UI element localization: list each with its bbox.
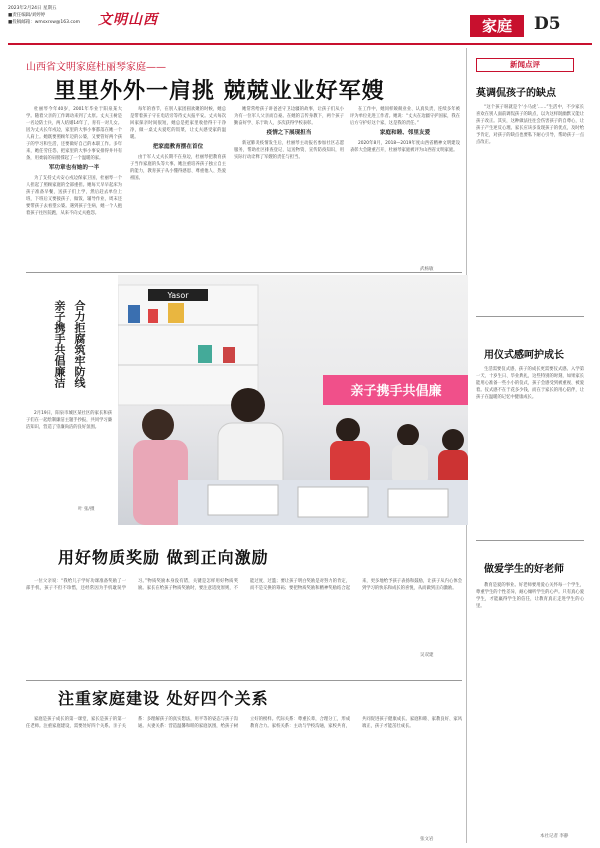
- lead-paragraph: 杜丽琴今年40岁，2001年毕业于阳泉某大学。随着父亲的工作调动来到了太原。丈夫王树是一名边防士兵，两人结婚14年了，育有一对儿女。因为丈夫长年戍边，家里的大事小事都落在她一个人肩上。她既要照顾年迈的公婆，又要管好两个孩子的学习和生活，还要做好自己的本职工作。多年来，她任劳任怨，把家里的大事小事安排得井井有条，用柔弱的肩膀撑起了一个温暖的家。: [26, 107, 122, 161]
- lead-paragraph: 为了支持丈夫安心戍边保家卫国，杜丽琴一个人担起了照顾家庭的全部重担。她每天早早起床为孩子准备早餐，送孩子们上学，然后赶去单位上班，下班后又要接孩子、做饭、辅导作业，周末还要带孩子去看望公婆。遇到孩子生病，她一个人抱着孩子往医院跑，从来不向丈夫抱怨。: [26, 176, 122, 216]
- section-rule: [476, 316, 584, 317]
- child-head: [397, 424, 419, 446]
- lead-paragraph: 2020年8月，2018—2019年度山西省精神文明建设表彰大会隆重召开，杜丽琴家庭被评为山西省文明家庭。: [350, 141, 460, 153]
- child-body: [330, 441, 370, 486]
- essay3-text: 教育是爱的事业。好老师要用爱心关怀每一个学生，尊重学生的个性差异，耐心倾听学生的心声。只有真心爱学生，才能赢得学生的信任，让教育真正走进学生的心里。: [476, 583, 584, 609]
- shelf-item: [128, 305, 140, 323]
- child-head: [442, 429, 464, 451]
- lead-paragraph: 在工作中，她同样兢兢业业、认真负责，连续多年被评为单位先进工作者。她说：“丈夫在边疆守护国家，我在后方守护好这个家，这是我的责任。”: [350, 107, 460, 126]
- section-rule: [476, 540, 584, 541]
- lead-kicker: 山西省文明家庭杜丽琴家庭——: [26, 62, 166, 73]
- section-label: 家庭: [470, 15, 524, 37]
- article3-byline: 张文岩: [420, 837, 434, 842]
- lead-paragraph: 每年的春节，在别人家团圆欢聚的时候，她总是带着孩子守在电话旁等待丈夫报平安。丈夫每次回家探亲时间很短，她总是把家里收拾得干干净净，做一桌丈夫爱吃的饭菜，让丈夫感受家的温暖。: [130, 107, 226, 140]
- caption-text: 2月19日，阳泉市城区某社区的家长和孩子们在一起绘制廉洁主题手抄报，共同学习廉洁知识，营造了崇廉尚洁的良好氛围。: [26, 411, 112, 430]
- email-line: ■投稿邮箱：wmsxrxw@163.com: [8, 20, 81, 25]
- child-body: [392, 445, 428, 485]
- essay1-title: 莫调侃孩子的缺点: [476, 88, 556, 99]
- article2-body: [26, 578, 462, 674]
- lead-subtitle-2: 把家庭教育摆在首位: [152, 144, 204, 150]
- page-number: D5: [534, 14, 561, 34]
- section-rule: [26, 272, 462, 273]
- lead-subtitle-4: 家庭和睦、邻里友爱: [379, 130, 431, 136]
- essay2-body: [476, 366, 584, 516]
- lead-column-1: [26, 106, 122, 274]
- lead-paragraph: 由于军人丈夫长期不在身边，杜丽琴把教育孩子当作家庭的头等大事。她注重培养孩子独立自主的能力，教育孩子从小懂得感恩、尊重他人、热爱祖国。: [130, 155, 226, 181]
- news-photo: [118, 275, 468, 525]
- photo-illustration: [118, 275, 468, 525]
- article2-title: 用好物质奖励 做到正向激励: [58, 548, 269, 567]
- essay2-text: 生活需要仪式感，孩子的成长更需要仪式感。入学第一天、十岁生日、毕业典礼，这些特别的时刻，如果家长能用心准备一些小小的仪式，孩子会感受到被重视、被爱着。仪式感不在于花多少钱，而在于家长的用心陪伴，让孩子在温暖的记忆中健康成长。: [476, 367, 584, 400]
- shelf-item: [168, 303, 184, 323]
- article3-title: 注重家庭建设 处好四个关系: [58, 689, 269, 708]
- photo-caption: [26, 410, 112, 510]
- lead-column-2: [130, 106, 226, 274]
- lead-column-4: [350, 106, 460, 266]
- child-head: [336, 418, 360, 442]
- photo-title-line-2: 亲子携手共倡廉洁: [53, 300, 66, 388]
- shelf-item: [223, 347, 235, 363]
- essay1-body: [476, 104, 584, 310]
- right-byline: 本社记者 李静: [540, 834, 569, 839]
- paper-sheet: [208, 485, 278, 515]
- essay2-title: 用仪式感呵护成长: [484, 350, 564, 361]
- shelf-item: [148, 309, 158, 323]
- lead-byline: 武杨敏: [420, 267, 434, 272]
- banner-text: 亲子携手共倡廉: [350, 384, 442, 399]
- store-sign-text: Yasor: [167, 291, 189, 300]
- newspaper-logo: 文明山西: [98, 12, 158, 28]
- paper-sheet: [298, 487, 368, 517]
- section-rule: [26, 680, 462, 681]
- editor-line: ■责任编辑/刘婷婷: [8, 13, 46, 18]
- essay3-title: 做爱学生的好老师: [484, 564, 564, 575]
- date-line: 2023年2月24日 星期五: [8, 6, 57, 11]
- shelf-item: [198, 345, 212, 363]
- paper-sheet: [388, 489, 448, 517]
- essay1-text: “这个孩子呀就是个‘小马虎’……”生活中，不少家长喜欢在别人面前调侃孩子的缺点，以为这样既幽默又能让孩子改正。其实，这种做法往往会伤害孩子的自尊心，让孩子产生逆反心理。家长应该多发现孩子的优点，及时给予肯定，对孩子的缺点也要私下耐心引导，帮助孩子一点点改正。: [476, 105, 584, 145]
- lead-subtitle-3: 疫情之下展现担当: [266, 130, 312, 136]
- photo-credit: 叶 张/摄: [78, 507, 95, 512]
- shelf-unit: [118, 285, 258, 405]
- article3-body: [26, 716, 462, 834]
- news-comment-tag: 新闻点评: [476, 58, 574, 72]
- lead-paragraph: 新冠肺炎疫情发生后，杜丽琴主动报名参加社区志愿服务，帮助社区排查登记、运送物资、宣传防疫知识，用实际行动诠释了军嫂的责任与担当。: [234, 141, 344, 160]
- header-rule: [8, 43, 592, 45]
- essay3-body: [476, 582, 584, 827]
- header-meta: [8, 5, 80, 26]
- article2-byline: 吴双建: [420, 653, 434, 658]
- lead-column-3: [234, 106, 344, 274]
- page-header: [0, 0, 600, 44]
- child-head: [142, 409, 174, 441]
- article2-text: 一位父亲说：“我给儿子学好功课准备奖励了一部手机，孩子不但不珍惜，还经常因为手机耽误学习。”物质奖励本身没有错，关键是怎样用好物质奖励。家长在给孩子物质奖励时，要注意适度原则，不能过度、过滥；要让孩子明白奖励是对努力的肯定，而不是交换的筹码；要把物质奖励和精神奖励结合起来，更多地给予孩子表扬和鼓励，让孩子从内心体会到学习的快乐和成长的喜悦，从而做到正向激励。: [26, 579, 462, 591]
- lead-paragraph: 她常常给孩子讲爸爸守卫边疆的故事，让孩子们从小为有一位军人父亲而自豪。在她的言传身教下，两个孩子勤奋好学、乐于助人，多次获得学校表彰。: [234, 107, 344, 126]
- photo-title-line-1: 合力拒腐筑牢防线: [73, 300, 86, 388]
- lead-headline: 里里外外一肩挑 兢兢业业好军嫂: [54, 78, 385, 104]
- lead-subtitle-1: 军功章也有她的一半: [48, 165, 100, 171]
- article3-text: 家庭是孩子成长的第一课堂，家长是孩子的第一任老师。注重家庭建设，需要处好四个关系。亲子关系：多理解孩子的真实想法，用平等的姿态与孩子沟通。夫妻关系：营造温馨和睦的家庭氛围，给孩子树立好的榜样。代际关系：尊重长辈，合理分工，形成教育合力。家校关系：主动与学校沟通，家校共育，共同促进孩子健康成长。家庭和睦、家教良好、家风端正，孩子才能茁壮成长。: [26, 717, 462, 729]
- woman-head: [231, 388, 265, 422]
